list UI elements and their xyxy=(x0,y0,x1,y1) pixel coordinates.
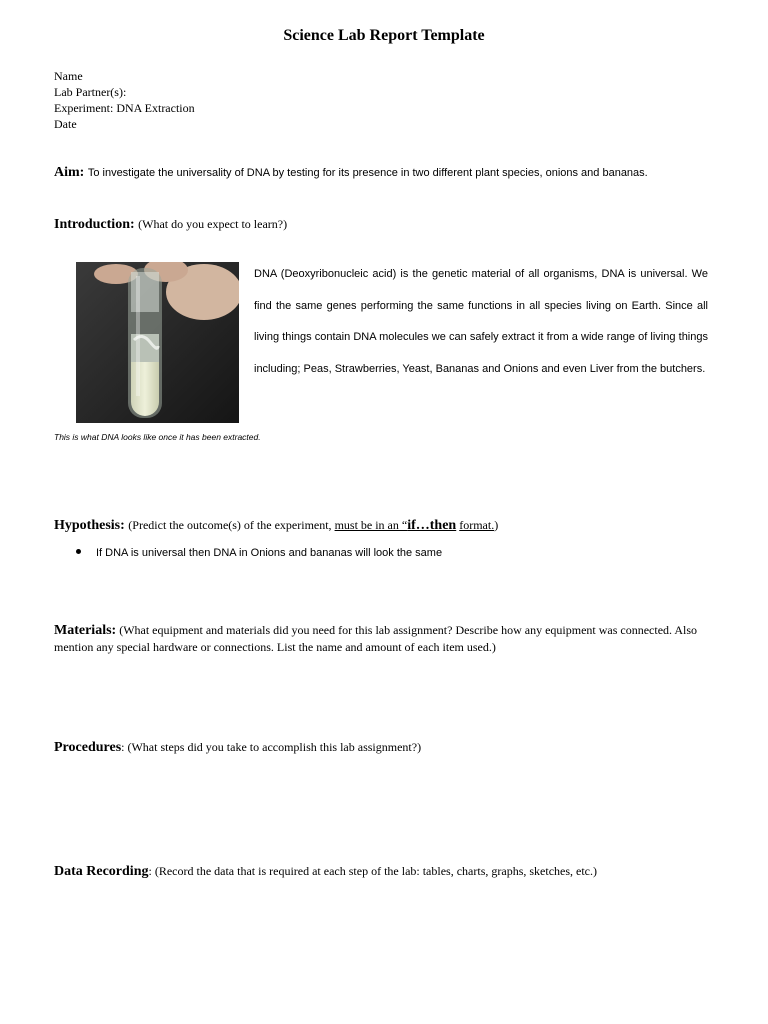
photo-caption: This is what DNA looks like once it has been extracted. xyxy=(54,432,261,442)
hypothesis-prompt: (Predict the outcome(s) of the experiment, must be in an “if…then format.) xyxy=(128,518,499,533)
introduction-section xyxy=(54,217,287,233)
bullet-icon xyxy=(76,549,81,554)
procedures-section xyxy=(54,740,421,756)
date-field: Date xyxy=(54,117,77,131)
introduction-heading: Introduction: xyxy=(54,217,135,232)
materials-section xyxy=(54,622,734,655)
hypothesis-bullet-text: If DNA is universal then DNA in Onions and bananas will look the same xyxy=(96,547,443,559)
lab-partners-field: Lab Partner(s): xyxy=(54,85,127,99)
procedures-heading: Procedures xyxy=(54,740,122,755)
meta-block xyxy=(54,68,195,132)
hypothesis-heading: Hypothesis: xyxy=(54,518,125,533)
data-recording-prompt: : (Record the data that is required at each step of the lab: tables, charts, graphs, sketches, etc.) xyxy=(148,864,597,878)
name-field: Name xyxy=(54,69,83,83)
introduction-prompt: (What do you expect to learn?) xyxy=(138,217,288,231)
introduction-paragraph: DNA (Deoxyribonucleic acid) is the genetic material of all organisms, DNA is universal. We find the same genes performing the same functions in all species living on Earth. Since all living things contain DNA molecules we can safely extract it from a wide range of living things including; Peas, Strawberries, Yeast, Bananas and Onions and even Liver from the butchers. xyxy=(254,268,708,375)
materials-heading: Materials: xyxy=(54,623,117,638)
data-recording-heading: Data Recording xyxy=(54,864,149,879)
experiment-field: Experiment: DNA Extraction xyxy=(54,101,195,115)
dna-test-tube-photo xyxy=(76,262,239,423)
aim-text: To investigate the universality of DNA by testing for its presence in two different plant species, onions and bananas. xyxy=(87,167,648,179)
hypothesis-bullet xyxy=(76,547,442,559)
aim-section xyxy=(54,165,648,181)
hypothesis-section xyxy=(54,518,498,534)
materials-prompt: (What equipment and materials did you need for this lab assignment? Describe how any equipment was connected. Also mention any special hardware or connections. List the name and amount of each item used.) xyxy=(54,623,698,654)
procedures-prompt: : (What steps did you take to accomplish this lab assignment?) xyxy=(121,740,422,754)
page-title: Science Lab Report Template xyxy=(283,27,485,44)
aim-heading: Aim: xyxy=(54,165,85,180)
data-recording-section xyxy=(54,864,597,880)
